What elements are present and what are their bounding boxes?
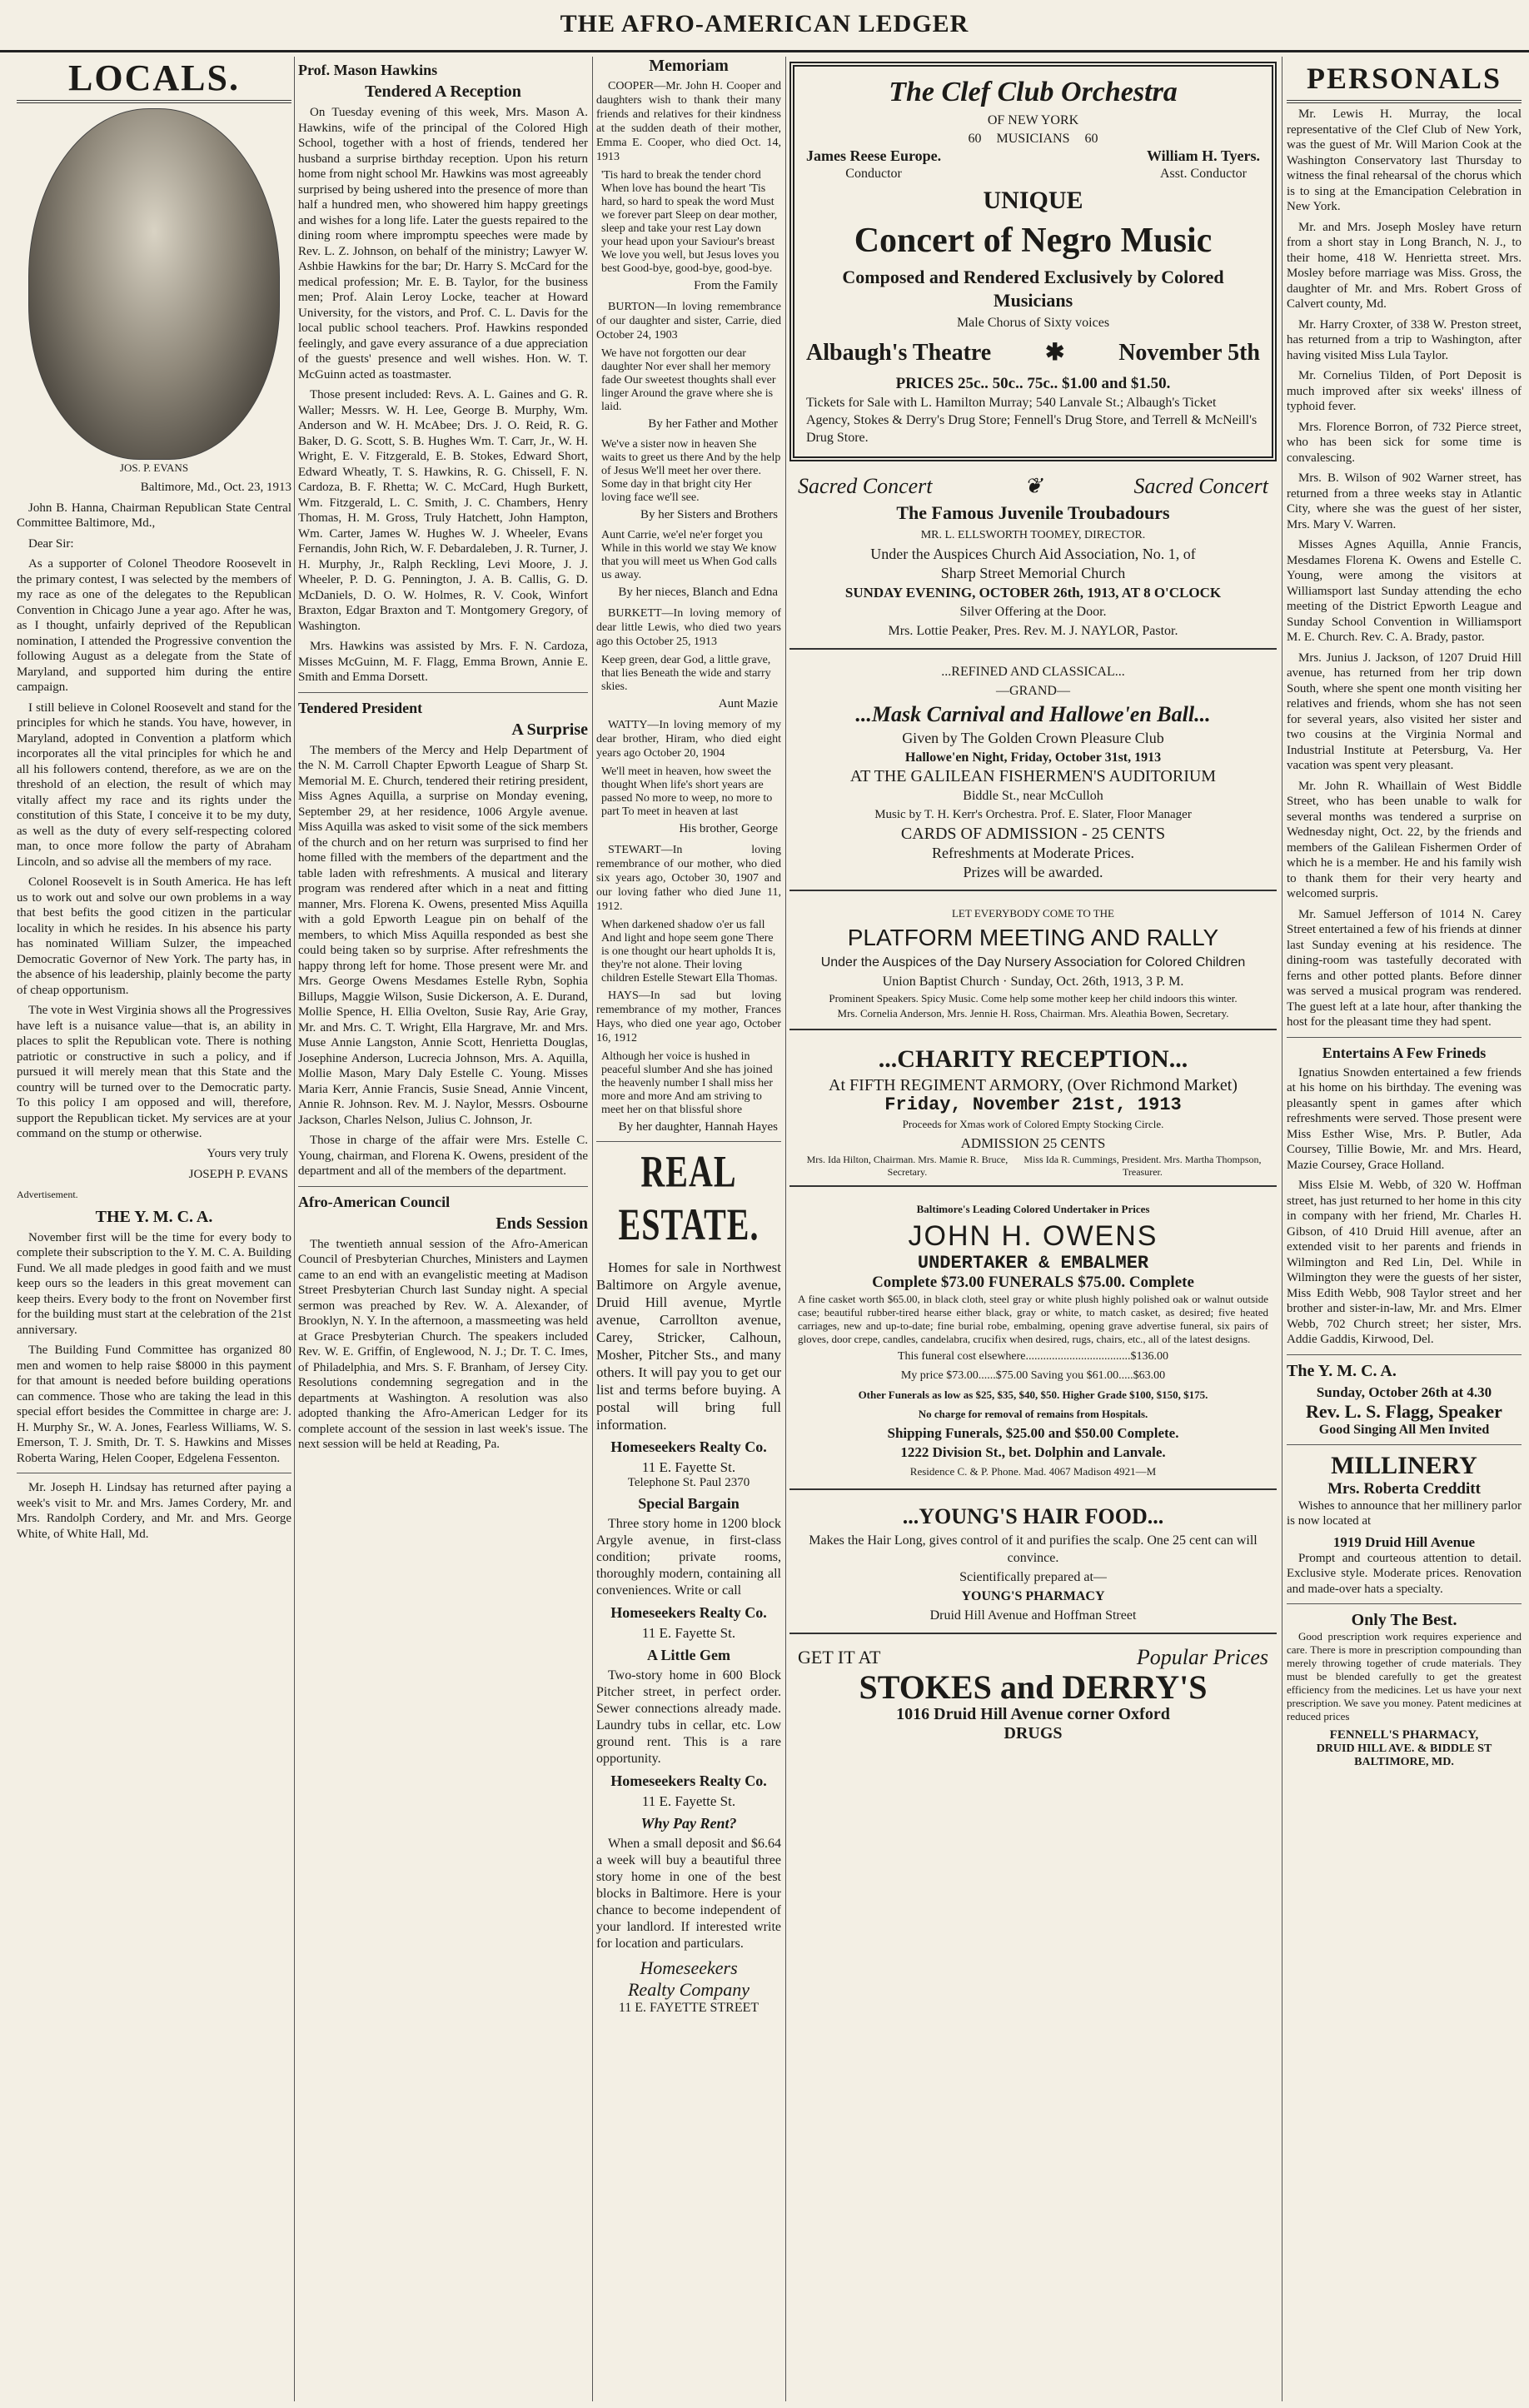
- masthead: [0, 0, 1529, 52]
- concert-date: November 5th: [1118, 340, 1260, 366]
- memoriam-from: By her daughter, Hannah Hayes: [618, 1120, 778, 1134]
- owens-role: UNDERTAKER & EMBALMER: [917, 1253, 1149, 1274]
- realty-address: 11 E. Fayette St.: [641, 1459, 736, 1475]
- owens-funerals: Complete $73.00 FUNERALS $75.00. Complete: [872, 1274, 1194, 1291]
- charity-when: Friday, November 21st, 1913: [884, 1094, 1182, 1115]
- young-desc: Makes the Hair Long, gives control of it and purifies the scalp. One 25 cent can will convince.: [809, 1533, 1258, 1565]
- memoriam-text: STEWART—In loving remembrance of our mother, who died six years ago, October 30, 1907 and our loving father who died June 11, 1912.: [596, 844, 781, 913]
- millinery-text: Wishes to announce that her millinery parlor is now located at: [1287, 1498, 1522, 1528]
- realty-footer: 11 E. FAYETTE STREET: [618, 2001, 760, 2015]
- fennell-city: BALTIMORE, MD.: [1354, 1756, 1454, 1768]
- owens-name: JOHN H. OWENS: [908, 1220, 1158, 1252]
- personal-item: Mrs. Junius J. Jackson, of 1207 Druid Hill avenue, has returned from her trip down South, where she spent one month visiting her relatives and friends, whom she has not seen for several years, also visited her sister and two cousins at the Virginia Normal and Industrial Institute at Petersburg, Va. Her vacation was spent very pleasant.: [1287, 651, 1522, 772]
- fennell-name: FENNELL'S PHARMACY,: [1329, 1728, 1479, 1742]
- carnival-ad: [789, 655, 1277, 891]
- ymca-paragraph: The Building Fund Committee has organized 80 men and women to help raise $8000 in this payment for that amount is needed before building operations can commence. Those who are taking the lead in this special effort besides the Committee in charge are: J. H. Murphy Sr., W. A. Jones, Fearless Williams, W. S. Emerson, T. J. Smith, Dr. T. S. Hawkins and Misses Roberta Waring, Helen Cooper, Edgelena Fessenton.: [17, 1344, 291, 1465]
- gem-heading: A Little Gem: [647, 1647, 730, 1663]
- council-paragraph: The twentieth annual session of the Afro-American Council of Presbyterian Churches, Ministers and Laymen came to an end with an evangelistic meeting at Madison Street Presbyterian Church last Sunday night. A special sermon was preached by Rev. W. A. Alexander, of Brooklyn, N. Y. In the afternoon, a massmeeting was held at Grace Presbyterian Church. The speakers included Rev. W. E. Griffin, of Englewood, N. J.; Dr. T. C. Imes, of Philadelphia, and Mrs. S. F. Branham, of Jersey City. Resolutions condemning segregation and in the departments at Washington. A resolution was also adopted thanking the Afro-American Ledger for its complete account of the session in last week's issue. The next session will be held at Reading, Pa.: [298, 1237, 588, 1451]
- realty-phone: Telephone St. Paul 2370: [627, 1476, 750, 1489]
- memoriam-entry: [596, 718, 781, 836]
- personal-item: Mrs. Florence Borron, of 732 Pierce street, who has been sick for some time is convalescing.: [1287, 420, 1522, 465]
- owens-other: Other Funerals as low as $25, $35, $40, $50. Higher Grade $100, $150, $175.: [858, 1388, 1208, 1401]
- personal-item: Mr. Harry Croxter, of 338 W. Preston street, has returned from a trip to Washington, after having visited Miss Lula Taylor.: [1287, 317, 1522, 362]
- charity-where: At FIFTH REGIMENT ARMORY, (Over Richmond Market): [829, 1076, 1238, 1094]
- real-estate-heading: REAL ESTATE.: [618, 1145, 760, 1250]
- locals-column: [17, 57, 291, 2401]
- charity-officers-right: Miss Ida R. Cummings, President. Mrs. Martha Thompson, Treasurer.: [1023, 1154, 1262, 1178]
- memoriam-from: By her nieces, Blanch and Edna: [618, 586, 778, 599]
- young-ad: [789, 1495, 1277, 1634]
- carnival-where: AT THE GALILEAN FISHERMEN'S AUDITORIUM: [849, 767, 1217, 785]
- owens-elsewhere: This funeral cost elsewhere....................................$136.00: [897, 1350, 1169, 1363]
- realty-address: 11 E. Fayette St.: [641, 1625, 736, 1641]
- personal-item: Mr. Samuel Jefferson of 1014 N. Carey Street entertained a few of his friends at dinner last Sunday evening at his residence. The dining-room was tastefully decorated with ferns and other potted plants. Before dinner was served a musical program was rendered. The guest left at a late hour, after thanking the host for the pleasant time they had spent.: [1287, 907, 1522, 1029]
- owens-phones: Residence C. & P. Phone. Mad. 4067 Madison 4921—M: [909, 1465, 1157, 1478]
- ymca-heading: THE Y. M. C. A.: [95, 1207, 213, 1226]
- owens-desc: A fine casket worth $65.00, in black cloth, steel gray or white plush highly polished oak or walnut outside case; beautiful rubber-tired hearse either black, gray or white, to match casket, as desired; five heated carriages, new and up-to-date; fine burial robe, embalming, opening grave advertise funeral, six pairs of gloves, door crepe, candles, candelabra, crucifix when desired, rugs, chairs, etc., all of the latest designs.: [798, 1293, 1268, 1345]
- friends-heading: Entertains A Few Frineds: [1322, 1044, 1487, 1061]
- gem-text: Two-story home in 600 Block Pitcher street, in perfect order. Sewer connections already made. Laundry tubs in cellar, etc. Low ground rent. This is a rare opportunity.: [596, 1668, 781, 1766]
- letter-paragraph: I still believe in Colonel Roosevelt and stand for the principles for which he stands. You have, however, in Maryland, adopted in Convention a platform which incorporates all the vital principles for which he and all his followers contend, therefore, as we are on the threshold of an election, the result of which may vitally affect my race and its rights under the constitution of this State, I conceive it to be my duty, as well as the duty of every self-respecting colored man, to once more follow the party of Abraham Lincoln, and so advise all the members of my race.: [17, 700, 291, 869]
- memoriam-entry: [596, 300, 781, 431]
- hawkins-paragraph: Those present included: Revs. A. L. Gaines and G. R. Waller; Messrs. W. H. Lee, George B. Murphy, Wm. Anderson and W. H. McAbee; Drs. J. O. Reid, R. G. Baker, D. G. Scott, S. B. Hughes Wm. T. Carr, Jr., W. H. Wright, E. V. Fitzgerald, E. B. Stokes, Edward Short, Edward Wheatly, T. S. Hawkins, R. G. Chissell, F. N. Cardoza, B. F. Rhetta; W. C. McCard, Hugh Burkett, Wm. Fitzgerald, L. C. Smith, J. C. Chambers, Henry Thomas, H. M. Gross, Truly Hatchett, John Hampton, Wm. Carter, James W. Hughes W. J. Wheeler, Evans Fernandis, John Rich, W. F. Debardaleben, J. R. Turner, J. H. Murphy, Jr., Ralph Reckling, Levi Moore, J. J. Wheeler, P. D. G. Pennington, J. A. B. Callis, G. D. McDaniels, D. O. W. Holmes, R. V. Cook, Winfort Braxton, Edgar Braxton and T. Montgomery Gregory, of Washington.: [298, 388, 588, 633]
- composed-line: Composed and Rendered Exclusively by Colored Musicians: [842, 267, 1224, 311]
- memoriam-verse: When darkened shadow o'er us fall And light and hope seem gone There is one thought our heart upholds It is, they're not alone. Their loving children Estelle Stewart Ella Thomas.: [601, 919, 778, 985]
- locals-heading: LOCALS.: [17, 57, 291, 103]
- personals-column: [1287, 57, 1522, 2401]
- sacred-auspices: Under the Auspices Church Aid Association, No. 1, of: [870, 546, 1196, 562]
- divider: [1287, 1603, 1522, 1604]
- advertisement-note: Advertisement.: [17, 1188, 78, 1200]
- column-rule: [785, 57, 786, 2401]
- letter-paragraph: Colonel Roosevelt is in South America. He has left us to work out and solve our own problems in a way that best befits the good citizen in the particular locality in which he resides. In his absence his party has nominated William Sulzer, the impeached Democratic Governor of New York. The party has, in the absence of his leadership, plainly become the party of cheap opportunism.: [17, 875, 291, 997]
- personals-heading: PERSONALS: [1287, 57, 1522, 103]
- rally-speakers: Prominent Speakers. Spicy Music. Come help some mother keep her child indoors this winter.: [829, 992, 1238, 1005]
- aquilla-paragraph: Those in charge of the affair were Mrs. Estelle C. Young, chairman, and Florena K. Owens, president of the department and all of the members of the department.: [298, 1134, 588, 1178]
- photo-caption: JOS. P. EVANS: [119, 461, 189, 474]
- realty-name: Homeseekers Realty Co.: [610, 1604, 767, 1621]
- aquilla-heading: A Surprise: [511, 720, 588, 739]
- carnival-street: Biddle St., near McCulloh: [963, 789, 1103, 803]
- carnival-music: Music by T. H. Kerr's Orchestra. Prof. E. Slater, Floor Manager: [874, 808, 1192, 821]
- carnival-title: ...Mask Carnival and Hallowe'en Ball...: [855, 702, 1211, 726]
- charity-admission: ADMISSION 25 CENTS: [960, 1135, 1106, 1151]
- charity-officers-left: Mrs. Ida Hilton, Chairman. Mrs. Mamie R. Bruce, Secretary.: [806, 1154, 1009, 1178]
- young-prepared: Scientifically prepared at—: [959, 1570, 1107, 1584]
- personal-item: Mr. Lewis H. Murray, the local representative of the Clef Club of New York, was the guest of Mr. Will Marion Cook at the Washington Conservatory last Thursday to witness the final rehearsal of the chorus which is to sing at the Emancipation Celebration in New York.: [1287, 107, 1522, 213]
- conductor-name: William H. Tyers.: [1146, 147, 1260, 164]
- carnival-cards: CARDS OF ADMISSION - 25 CENTS: [900, 825, 1166, 843]
- memoriam-verse: Keep green, dear God, a little grave, that lies Beneath the wide and starry skies.: [601, 654, 771, 693]
- divider: [1287, 1037, 1522, 1038]
- memoriam-from: By her Sisters and Brothers: [640, 508, 778, 521]
- memoriam-from: His brother, George: [679, 822, 778, 835]
- memoriam-entry: [596, 989, 781, 1134]
- memoriam-verse: Although her voice is hushed in peaceful slumber And she has joined the heavenly number I shall miss her more and more And am striving to meet her on that blissful shore: [601, 1050, 774, 1116]
- society-column: [298, 57, 588, 2401]
- clef-club-ad: [789, 62, 1277, 461]
- memoriam-text: BURTON—In loving remembrance of our daughter and sister, Carrie, died October 24, 1903: [596, 301, 781, 342]
- memoriam-entry: [596, 529, 781, 600]
- realty-name: Homeseekers Realty Co.: [610, 1772, 767, 1789]
- carnival-refined: ...REFINED AND CLASSICAL...: [941, 665, 1125, 679]
- stokes-address: 1016 Druid Hill Avenue corner Oxford: [896, 1705, 1170, 1723]
- memoriam-text: HAYS—In sad but loving remembrance of my mother, Frances Hays, who died one year ago, October 16, 1912: [596, 990, 781, 1044]
- realty-address: 11 E. Fayette St.: [641, 1793, 736, 1809]
- memoriam-text: COOPER—Mr. John H. Cooper and daughters wish to thank their many friends and relatives for their kindness at the sudden death of their mother, Emma E. Cooper, who died Oct. 14, 1913: [596, 80, 781, 163]
- memoriam-verse: Aunt Carrie, we'el ne'er forget you While in this world we stay We know that you will meet us When God calls us away.: [601, 529, 777, 581]
- unique-label: UNIQUE: [983, 187, 1083, 214]
- musicians-count: 60: [1084, 132, 1098, 146]
- sacred-title: Sacred Concert: [798, 474, 933, 498]
- star-icon: ✱: [1044, 340, 1065, 366]
- venue-name: Albaugh's Theatre: [806, 340, 992, 366]
- divider: [298, 1186, 588, 1187]
- memoriam-heading: Memoriam: [649, 57, 729, 75]
- realty-name: Homeseekers Realty Co.: [610, 1438, 767, 1455]
- memoriam-verse: We've a sister now in heaven She waits to greet us there And by the help of Jesus We'll meet her over there. Some day in that bright city Her loving face we'll see.: [601, 438, 781, 504]
- memoriam-from: Aunt Mazie: [718, 697, 778, 710]
- stokes-popular: Popular Prices: [1136, 1645, 1268, 1669]
- rent-heading: Why Pay Rent?: [640, 1815, 737, 1832]
- hawkins-heading: Tendered A Reception: [365, 82, 521, 101]
- hawkins-paragraph: Mrs. Hawkins was assisted by Mrs. F. N. Cardoza, Misses McGuinn, M. F. Flagg, Emma Brown, Annie E. Smith and Emma Dorsett.: [298, 640, 588, 684]
- council-kicker: Afro-American Council: [298, 1193, 451, 1210]
- stokes-drugs: DRUGS: [1004, 1724, 1063, 1742]
- real-estate-intro: Homes for sale in Northwest Baltimore on Argyle avenue, Druid Hill avenue, Myrtle avenue, Carrollton avenue, Carey, Stricker, Calhoun, Mosher, Pitcher Sts., and many others. It will pay you to get our list and terms before buying. A postal will bring full information.: [596, 1259, 781, 1433]
- council-heading: Ends Session: [496, 1214, 588, 1233]
- divider: [596, 1141, 781, 1142]
- personal-item: Misses Agnes Aquilla, Annie Francis, Mesdames Florena K. Owens and Estelle C. Young, were among the visitors at Williamsport last Sunday attending the echo meeting of the District Epworth League and Sunday School Convention in Williamsport M. E. Church. Rev. C. A. Brady, pastor.: [1287, 538, 1522, 644]
- sacred-concert-ad: [789, 466, 1277, 650]
- divider: [1287, 1354, 1522, 1355]
- realty-footer: Realty Company: [627, 1979, 750, 2000]
- rally-when: Union Baptist Church · Sunday, Oct. 26th, 1913, 3 P. M.: [882, 975, 1184, 989]
- young-title: ...YOUNG'S HAIR FOOD...: [902, 1504, 1164, 1528]
- column-rule: [592, 57, 593, 2401]
- stokes-name: STOKES and DERRY'S: [859, 1668, 1208, 1706]
- realty-footer: Homeseekers: [640, 1957, 738, 1978]
- millinery-text: Prompt and courteous attention to detail. Exclusive style. Moderate prices. Renovation and made-over hats a specialty.: [1287, 1551, 1522, 1596]
- bargain-heading: Special Bargain: [638, 1495, 740, 1512]
- memoriam-entry: [596, 843, 781, 985]
- musicians-row: [806, 131, 1260, 147]
- rally-auspices: Under the Auspices of the Day Nursery Association for Colored Children: [820, 955, 1246, 970]
- memoriam-text: BURKETT—In loving memory of dear little Lewis, who died two years ago this October 25, 1913: [596, 607, 781, 648]
- memoriam-from: By her Father and Mother: [648, 417, 778, 431]
- owens-removal: No charge for removal of remains from Hospitals.: [918, 1408, 1148, 1420]
- chorus-line: Male Chorus of Sixty voices: [956, 316, 1110, 330]
- charity-proceeds: Proceeds for Xmas work of Colored Empty Stocking Circle.: [902, 1118, 1164, 1130]
- rent-text: When a small deposit and $6.64 a week will buy a beautiful three story home in one of the best blocks in Baltimore. Here is your chance to become independent of your landlord. If interested write for location and particulars.: [596, 1837, 781, 1951]
- letter-date: Baltimore, Md., Oct. 23, 1913: [140, 481, 291, 494]
- ymca-speaker: Rev. L. S. Flagg, Speaker: [1306, 1400, 1502, 1422]
- ymca-when: Sunday, October 26th at 4.30: [1316, 1383, 1492, 1400]
- owens-kicker: Baltimore's Leading Colored Undertaker in Prices: [916, 1203, 1150, 1215]
- musicians-label: MUSICIANS: [996, 132, 1070, 146]
- sacred-title-row: [798, 473, 1268, 500]
- rally-ad: [789, 896, 1277, 1030]
- millinery-address: 1919 Druid Hill Avenue: [1332, 1533, 1476, 1550]
- clef-city: OF NEW YORK: [987, 113, 1079, 127]
- rally-officers: Mrs. Cornelia Anderson, Mrs. Jennie H. Ross, Chairman. Mrs. Aleathia Bowen, Secretary.: [837, 1007, 1229, 1020]
- hawkins-paragraph: On Tuesday evening of this week, Mrs. Mason A. Hawkins, wife of the principal of the Colored High School, together with a host of friends, tendered her husband a surprise birthday reception. Upon his return home from night school Mr. Hawkins was most agreeably surprised by being ushered into the presence of more than half a hundred men, who showered him happy greetings and wishes for a long life. Later the guests repaired to the dining room where impromptu speeches were made by Rev. L. Z. Johnson, on behalf of the ministry; Lawyer W. Ashbie Hawkins for the bar; Dr. Harry S. McCard for the medical profession; Mr. E. B. Taylor, for the business men; Prof. Alain Leroy Locke, teacher at Howard University, for the vistors, and Prof. C. L. Davis for the local public school teachers. Prof. Hawkins responded feelingly, and gave every assurance of a due appreciation of the guests' presence and well wishes. Hon. W. T. McGuinn acted as toastmaster.: [298, 106, 588, 381]
- bargain-text: Three story home in 1200 block Argyle avenue, in first-class condition; private rooms, thoroughly modern, containing all conveniences. Write or call: [596, 1517, 781, 1598]
- stokes-get: GET IT AT: [798, 1647, 881, 1668]
- sacred-title: Sacred Concert: [1133, 474, 1268, 498]
- ymca-singing: Good Singing All Men Invited: [1318, 1422, 1490, 1437]
- charity-title: ...CHARITY RECEPTION...: [878, 1045, 1188, 1073]
- sacred-officers: Mrs. Lottie Peaker, Pres. Rev. M. J. NAYLOR, Pastor.: [888, 624, 1178, 638]
- rally-kicker: LET EVERYBODY COME TO THE: [951, 907, 1114, 920]
- carnival-prizes: Prizes will be awarded.: [963, 864, 1103, 880]
- advertisements-column: [789, 57, 1277, 2401]
- sacred-when: SUNDAY EVENING, OCTOBER 26th, 1913, AT 8 O'CLOCK: [844, 585, 1222, 601]
- sacred-church: Sharp Street Memorial Church: [940, 565, 1126, 581]
- charity-officers: [798, 1154, 1268, 1179]
- troubadours-director: MR. L. ELLSWORTH TOOMEY, DIRECTOR.: [920, 529, 1146, 541]
- fennell-address: DRUID HILL AVE. & BIDDLE ST: [1316, 1742, 1492, 1755]
- letter-address: John B. Hanna, Chairman Republican State Central Committee Baltimore, Md.,: [17, 501, 291, 530]
- memoriam-text: WATTY—In loving memory of my dear brother, Hiram, who died eight years ago October 20, 1904: [596, 719, 781, 760]
- tickets-line: Tickets for Sale with L. Hamilton Murray; 540 Lanvale St.; Albaugh's Ticket Agency, Stokes & Derry's Drug Store; Fennell's Drug Store, and Terrell & McNeill's Drug Store.: [806, 396, 1258, 445]
- ornament-icon: ❦: [1023, 474, 1043, 498]
- letter-paragraph: The vote in West Virginia shows all the Progressives have left is a nuisance value—that is, an ability in places to split the Republican vote. There is nothing patriotic or constructive in such a policy, and if pursued it will merely mean that this State and the country will be turned over to the Democratic party. To this policy I am opposed and will, therefore, support the Republican ticket. My services are at your command on the stump or otherwise.: [17, 1004, 291, 1140]
- divider: [298, 692, 588, 693]
- stokes-row: [798, 1646, 1268, 1669]
- memoriam-column: [596, 57, 781, 2401]
- newspaper-title: THE AFRO-AMERICAN LEDGER: [560, 10, 969, 37]
- owens-my-price: My price $73.00......$75.00 Saving you $61.00.....$63.00: [900, 1369, 1166, 1382]
- milliner-name: Mrs. Roberta Credditt: [1327, 1479, 1481, 1498]
- memoriam-entry: [596, 606, 781, 711]
- concert-title: Concert of Negro Music: [854, 222, 1213, 260]
- rally-title: PLATFORM MEETING AND RALLY: [847, 925, 1219, 950]
- owens-ad: [789, 1192, 1277, 1490]
- sacred-offering: Silver Offering at the Door.: [959, 605, 1107, 619]
- aquilla-paragraph: The members of the Mercy and Help Department of the N. M. Carroll Chapter Epworth League of Sharp St. Memorial M. E. Church, tendered their retiring president, Miss Agnes Aquilla, a surprise on Monday evening, September 29, at her residence, 1006 Argyle avenue. Miss Aquilla was asked to visit some of the sick members of the church and on her return was surprised to find her home filled with the members of the department and the table laden with refreshments. A musical and literary program was rendered after which in a neat and fitting manner, Mrs. Florena K. Owens, presented Miss Aquilla with a gold Epworth League pin on behalf of the members, to which Miss Aquilla responded as best she could being taken so by surprise. After refreshments the happy throng left for home. Those present were Mr. and Mrs. George Owens Mesdames Estelle Rybn, Sophia Billups, Maggie Wilson, Susie Dickerson, A. E. Durand, Mollie Spence, H. Ellia Ovelton, Susie Ray, Arie Gray, Mr. and Mrs. C. T. Wright, Ella Hargrave, Mr. and Mrs. Muse Annie Langston, Annie Scott, Henrietta Douglas, Josephine Anderson, Lucrecia Johnson, Mrs. A. Aquilla, Mollie Mason, Mary Daly Estelle C. Young. Misses Maria Kerr, Annie Francis, Susie Snead, Annie Vincent, Annie R. Johnson. Rev. M. J. Naylor, Messrs. Osbourne Jackson, Charles Nelson, Julius C. Johnson, Jr.: [298, 743, 588, 1127]
- venue-row: [806, 338, 1260, 368]
- personal-item: Mr. and Mrs. Joseph Mosley have return from a short stay in Long Branch, N. J., to their home, 418 W. Henrietta street. Mrs. Mosley before marriage was Miss. Gross, the daughter of Mr. and Mrs. Robert Gross of Calvert county, Md.: [1287, 220, 1522, 311]
- conductor-role: Asst. Conductor: [1159, 167, 1247, 181]
- troubadours-name: The Famous Juvenile Troubadours: [896, 502, 1170, 523]
- memoriam-verse: We have not forgotten our dear daughter Nor ever shall her memory fade Our sweetest thoughts shall ever linger Around the grave where she is laid.: [601, 347, 776, 413]
- personal-item: Mrs. B. Wilson of 902 Warner street, has returned from a three weeks stay in Atlantic City, where she was the guest of her sister, Mrs. Mary V. Warren.: [1287, 471, 1522, 531]
- conductor-role: Conductor: [845, 167, 902, 181]
- letter-salutation: Dear Sir:: [28, 536, 74, 551]
- best-heading: Only The Best.: [1351, 1611, 1457, 1629]
- friends-item: Miss Elsie M. Webb, of 320 W. Hoffman street, has just returned to her home in this city in company with her friend, Mr. Charles H. Gibson, of 410 Druid Hill avenue, after an extended visit to her parents and friends in Wilmington and Red Lin, Del. While in Wilmington they were the guests of her sister, Miss Edith Webb, 908 Taylor street and her brother and sister-in-law, Mr. and Mrs. Elmer Webb, 702 Church street; her sister, Mrs. Addie Gaddis, Kirwood, Del.: [1287, 1179, 1522, 1346]
- young-name: YOUNG'S PHARMACY: [961, 1589, 1105, 1603]
- memoriam-verse: 'Tis hard to break the tender chord When love has bound the heart 'Tis hard, so hard to speak the word Must we forever part Sleep on dear mother, sleep and take your rest Lay down your head upon your Saviour's breast We love you well, but Jesus loves you best Good-bye, good-bye, good-bye.: [601, 169, 779, 275]
- carnival-given: Given by The Golden Crown Pleasure Club: [902, 730, 1164, 746]
- musicians-count: 60: [968, 132, 982, 146]
- personal-item: Mr. Cornelius Tilden, of Port Deposit is much improved after six weeks' illness of typhoid fever.: [1287, 369, 1522, 413]
- hawkins-kicker: Prof. Mason Hawkins: [298, 62, 438, 78]
- ymca-title: The Y. M. C. A.: [1287, 1361, 1397, 1380]
- millinery-heading: MILLINERY: [1331, 1451, 1477, 1479]
- lindsay-item: Mr. Joseph H. Lindsay has returned after paying a week's visit to Mr. and Mrs. James Cordery, Mr. and Mrs. Randolph Cordery, and Mr. and Mrs. George White, of White Hall, Md.: [17, 1481, 291, 1541]
- owens-shipping: Shipping Funerals, $25.00 and $50.00 Complete.: [887, 1425, 1179, 1441]
- clef-title: The Clef Club Orchestra: [889, 77, 1178, 107]
- carnival-refreshments: Refreshments at Moderate Prices.: [932, 845, 1134, 861]
- memoriam-entry: [596, 438, 781, 522]
- portrait-photo: [28, 108, 280, 460]
- memoriam-entry: [596, 79, 781, 293]
- carnival-grand: —GRAND—: [996, 684, 1070, 698]
- charity-ad: [789, 1035, 1277, 1187]
- divider: [1287, 1444, 1522, 1445]
- letter-closing: Yours very truly: [207, 1146, 288, 1160]
- prices-line: PRICES 25c.. 50c.. 75c.. $1.00 and $1.50.: [895, 375, 1171, 392]
- best-text: Good prescription work requires experience and care. There is more in prescription compounding than merely throwing together of crude materials. They must be blended carefully to get the greatest efficiency from the medicines. Let us have your next prescription. We save you money. Patent medicines at reduced prices: [1287, 1630, 1522, 1722]
- ymca-paragraph: November first will be the time for every body to complete their subscription to the Y. M. C. A. Building Fund. We all made pledges in good faith and we must keep ours so the leaders in this great movement can keep theirs. Every body to the front on November first for the building must start at the celebration of the 21st anniversary.: [17, 1230, 291, 1337]
- memoriam-verse: We'll meet in heaven, how sweet the thought When life's short years are passed No more to weep, no more to part To meet in heaven at last: [601, 765, 773, 818]
- column-rule: [294, 57, 295, 2401]
- friends-item: Ignatius Snowden entertained a few friends at his home on his birthday. The evening was pleasantly spent in games after which refreshments were served. Those present were Miss Esther Wise, Mrs. P. Butler, Ada Coursey, Tillie Bowie, Mr. and Mrs. Heard, Mazie Coursey, Grace Holland.: [1287, 1065, 1522, 1172]
- conductors-row: [806, 147, 1260, 182]
- personal-item: Mr. John R. Whaillain of West Biddle Street, who has been unable to walk for several months was tendered a surprise on Wednesday night, Oct. 22, by the friends and members of the Galilean Fishermen Order of which he is a member. He and his family wish to thank them for their very hearty and welcomed surpris.: [1287, 779, 1522, 900]
- memoriam-from: From the Family: [694, 279, 778, 292]
- owens-address: 1222 Division St., bet. Dolphin and Lanvale.: [900, 1444, 1166, 1460]
- stokes-ad: [789, 1639, 1277, 1751]
- young-address: Druid Hill Avenue and Hoffman Street: [929, 1608, 1137, 1623]
- letter-paragraph: As a supporter of Colonel Theodore Roosevelt in the primary contest, I was selected by the members of my race as one of the delegates to the Republican Convention in Chicago June a year ago. After he was, as I thought, unfairly deprived of the Republican nomination, I attended the Progressive convention the following August as a delegate from the State of Maryland, and supported him during the entire campaign.: [17, 557, 291, 694]
- aquilla-kicker: Tendered President: [298, 699, 423, 716]
- conductor-name: James Reese Europe.: [806, 147, 942, 164]
- letter-signature: JOSEPH P. EVANS: [188, 1167, 288, 1181]
- carnival-when: Hallowe'en Night, Friday, October 31st, 1913: [904, 750, 1162, 765]
